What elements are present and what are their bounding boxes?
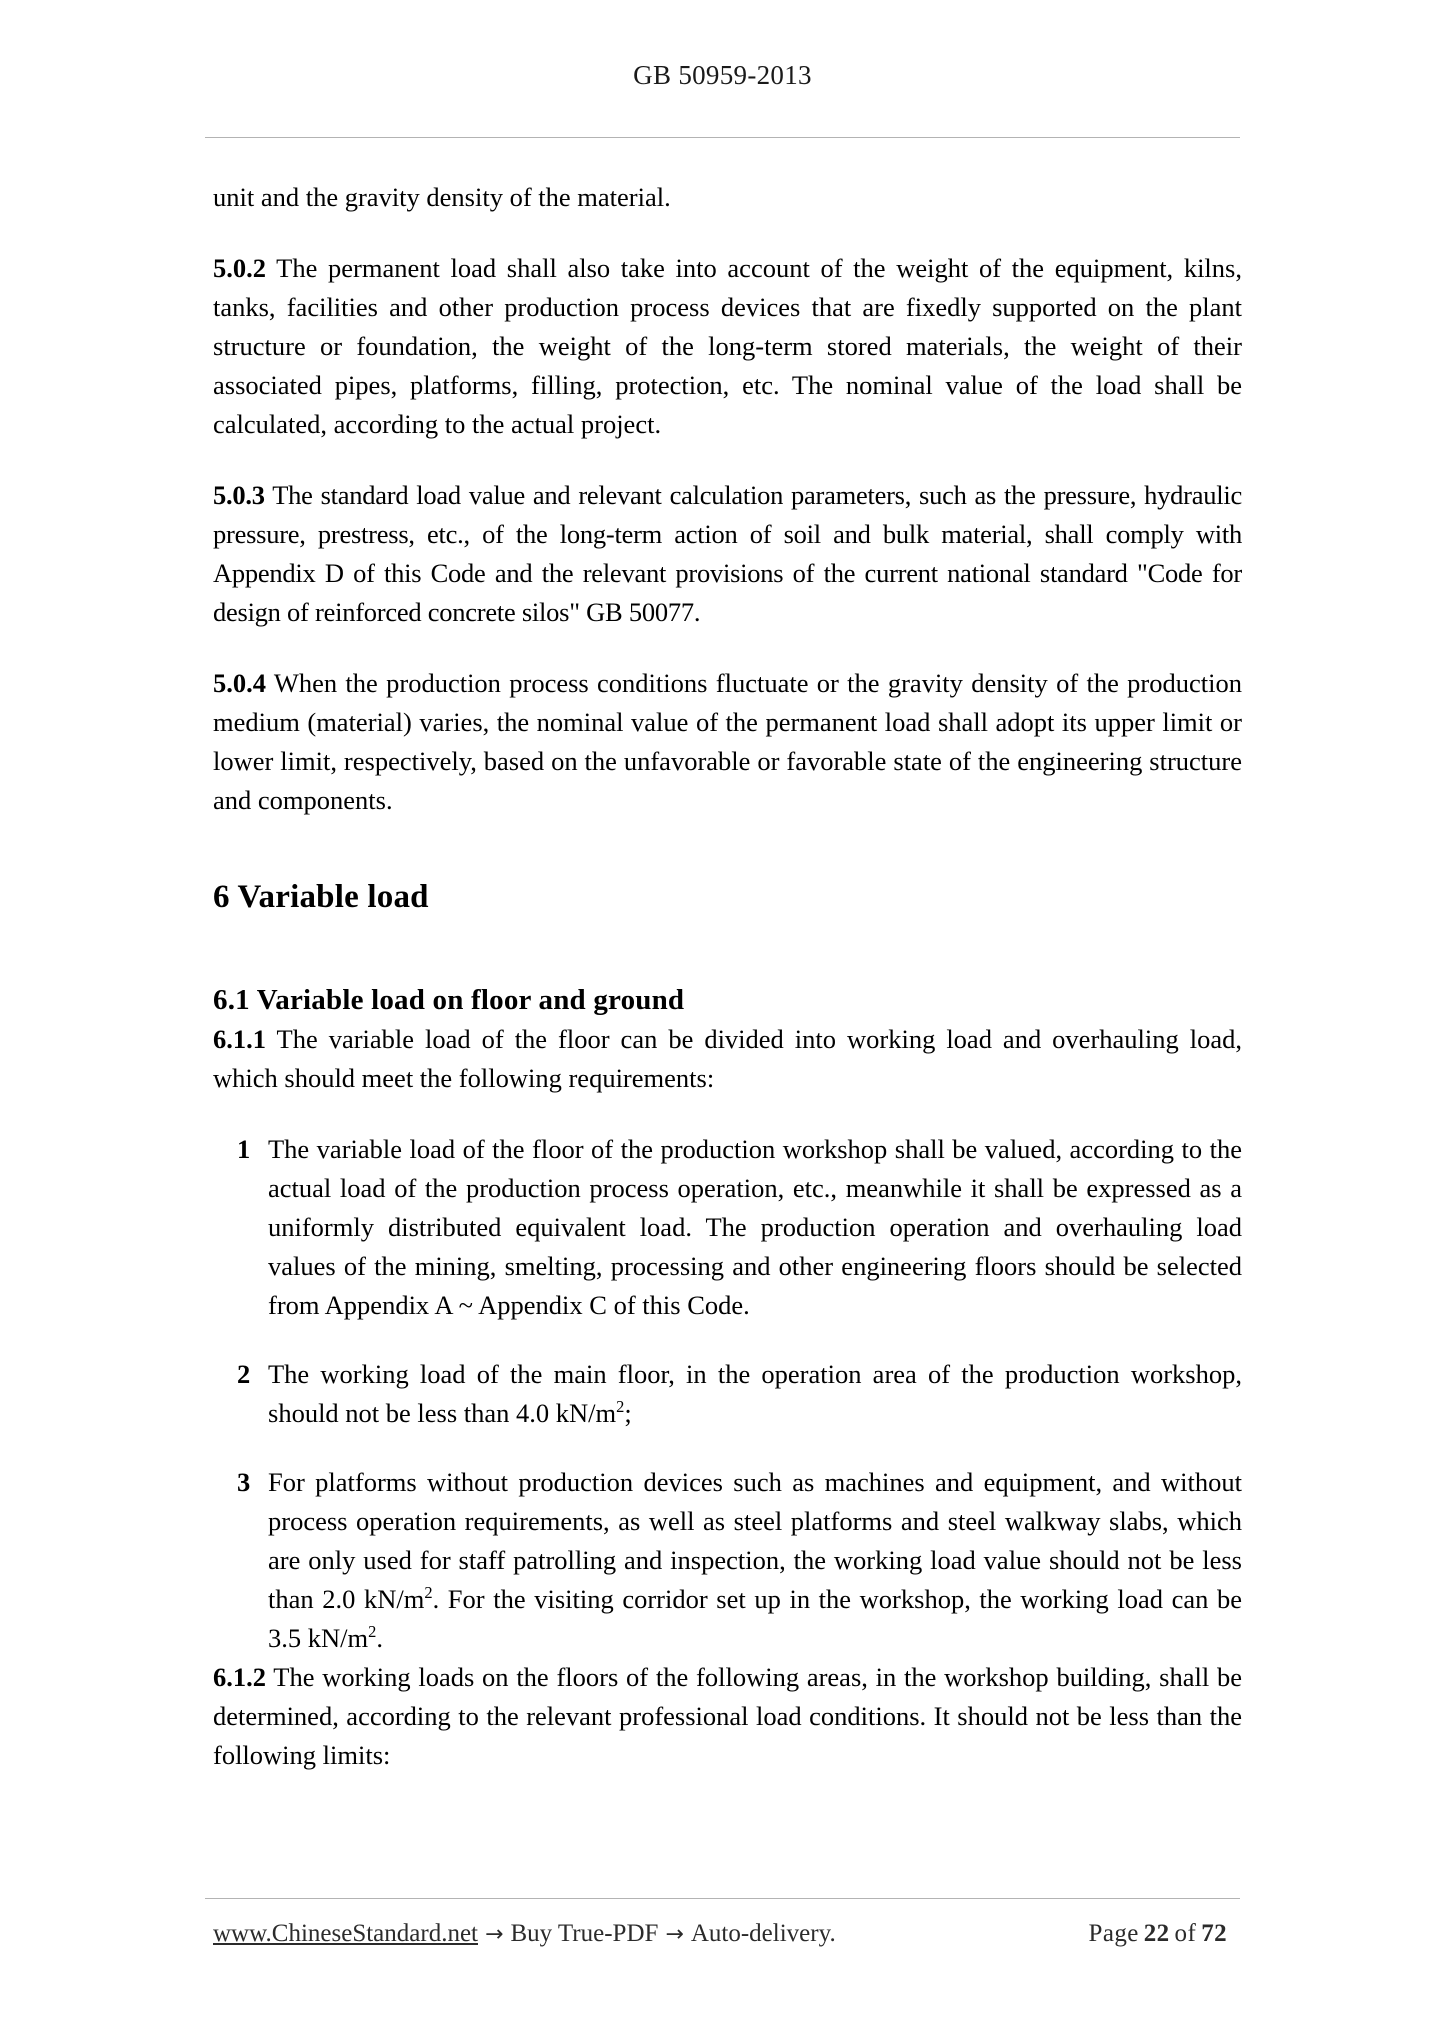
clause-text-5-0-3: The standard load value and relevant calculation parameters, such as the pressure, hydraulic pressure, prestress, etc., of the long-term action of soil and bulk material, shall comply with Appendix D of this Code and the relevant provisions of the current national standard "Code for design of reinforced concrete silos" GB 50077. xyxy=(213,480,1242,627)
document-body xyxy=(213,178,1242,1775)
section-heading-6: 6 Variable load xyxy=(213,879,429,915)
header-divider xyxy=(205,137,1240,138)
list-item-text: The working load of the main floor, in the operation area of the production workshop, should not be less than 4.0 kN/m xyxy=(268,1359,1242,1428)
clause-text-6-1-1: The variable load of the floor can be divided into working load and overhauling load, which should meet the following requirements: xyxy=(213,1024,1242,1093)
page-indicator xyxy=(1089,1920,1232,1948)
list-item-text: The variable load of the floor of the production workshop shall be valued, according to the actual load of the production process operation, etc., meanwhile it shall be expressed as a uniformly distributed equivalent load. The production operation and overhauling load values of the mining, smelting, processing and other engineering floors should be selected from Appendix A ~ Appendix C of this Code. xyxy=(268,1134,1242,1320)
page-total: 72 xyxy=(1201,1920,1227,1947)
list-item-text: For platforms without production devices such as machines and equipment, and without process operation requirements, as well as steel platforms and steel walkway slabs, which are only used for staff patrolling and inspection, the working load value should not be less than 2.0 kN/m xyxy=(268,1467,1242,1614)
list-item xyxy=(213,1463,1242,1658)
clause-text-5-0-2: The permanent load shall also take into account of the weight of the equipment, kilns, tanks, facilities and other production process devices that are fixedly supported on the plant structure or foundation, the weight of the long-term stored materials, the weight of their associated pipes, platforms, filling, protection, etc. The nominal value of the load shall be calculated, according to the actual project. xyxy=(213,253,1242,439)
clause-6-1-1 xyxy=(213,1020,1242,1098)
of-label: of xyxy=(1174,1920,1197,1947)
footer-divider xyxy=(205,1898,1240,1899)
clause-6-1-2 xyxy=(213,1658,1242,1775)
clause-number-6-1-2: 6.1.2 xyxy=(213,1662,266,1692)
list-item-text-mid: . For the visiting corridor set up in the workshop, the working load can be 3.5 kN/m xyxy=(268,1584,1242,1653)
clause-number-5-0-3: 5.0.3 xyxy=(213,480,265,510)
list-item-number: 3 xyxy=(237,1467,251,1497)
list-item xyxy=(213,1355,1242,1433)
footer-buy-text: Buy True-PDF xyxy=(510,1920,659,1947)
arrow-right-icon-2: → xyxy=(665,1922,684,1947)
list-item-number: 1 xyxy=(237,1134,251,1164)
list-item-text-tail: ; xyxy=(624,1398,632,1428)
list-item-number: 2 xyxy=(237,1359,251,1389)
clause-5-0-3 xyxy=(213,476,1242,632)
list-item-text-tail: . xyxy=(376,1623,383,1653)
arrow-right-icon: → xyxy=(485,1922,504,1947)
page-number: 22 xyxy=(1143,1920,1170,1947)
clause-5-0-4 xyxy=(213,664,1242,820)
clause-5-0-2 xyxy=(213,249,1242,444)
unit-superscript: 2 xyxy=(616,1397,625,1417)
page-footer xyxy=(213,1920,1232,1948)
chinesestandard-link[interactable]: www.ChineseStandard.net xyxy=(213,1920,478,1947)
requirements-list xyxy=(213,1130,1242,1658)
footer-promo xyxy=(213,1920,836,1948)
page-header xyxy=(0,60,1445,91)
clause-text-6-1-2: The working loads on the floors of the following areas, in the workshop building, shall be determined, according to the relevant professional load conditions. It should not be less than the following limits: xyxy=(213,1662,1242,1770)
footer-delivery-text: Auto-delivery. xyxy=(690,1920,836,1947)
subsection-heading-6-1: 6.1 Variable load on floor and ground xyxy=(213,984,685,1016)
clause-text-5-0-4: When the production process conditions fluctuate or the gravity density of the production medium (material) varies, the nominal value of the permanent load shall adopt its upper limit or lower limit, respectively, based on the unfavorable or favorable state of the engineering structure and components. xyxy=(213,668,1242,815)
page-label: Page xyxy=(1088,1920,1139,1947)
standard-number: GB 50959-2013 xyxy=(633,60,812,90)
clause-number-6-1-1: 6.1.1 xyxy=(213,1024,266,1054)
paragraph-continued: unit and the gravity density of the material. xyxy=(213,182,671,212)
list-item xyxy=(213,1130,1242,1325)
clause-number-5-0-4: 5.0.4 xyxy=(213,668,266,698)
clause-number-5-0-2: 5.0.2 xyxy=(213,253,266,283)
unit-superscript: 2 xyxy=(424,1583,433,1603)
unit-superscript-2: 2 xyxy=(368,1622,377,1642)
